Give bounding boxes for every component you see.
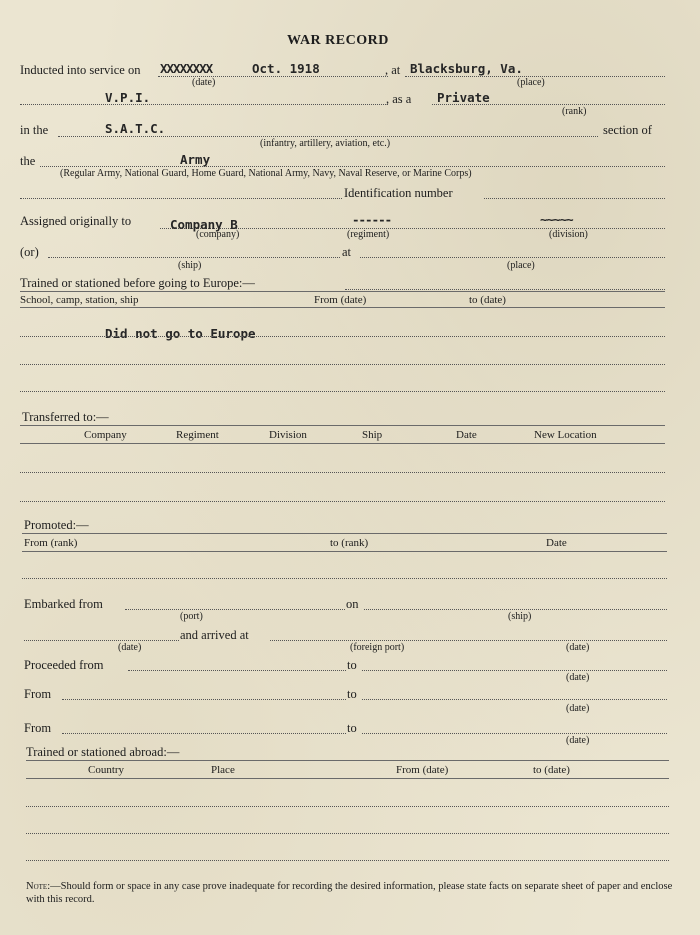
promoted-col-from: From (rank) <box>24 537 78 549</box>
ship-line <box>48 257 340 258</box>
branch-line <box>40 166 665 167</box>
proceeded-from-line <box>128 670 346 671</box>
from-label-2: From <box>24 721 52 735</box>
from-line-1 <box>62 699 346 700</box>
embarked-date-line <box>24 640 179 641</box>
proceeded-to-label: to <box>347 658 357 672</box>
form-title: WAR RECORD <box>287 33 389 48</box>
embarked-ship-caption: (ship) <box>508 611 532 622</box>
proceeded-label: Proceeded from <box>24 658 104 672</box>
footnote-text: —Should form or space in any case prove inadequate for recording the desired information, please state facts on separate sheet of paper and enclose with this record. <box>26 881 673 905</box>
embarked-on-label: on <box>346 597 359 611</box>
trained-before-label: Trained or stationed before going to Europe:— <box>20 276 255 290</box>
from-label-1: From <box>24 687 52 701</box>
id-left-line <box>20 198 342 199</box>
transferred-col-new-location: New Location <box>534 429 597 441</box>
rank-value: Private <box>437 90 490 105</box>
inducted-date-value: Oct. 1918 <box>252 61 320 76</box>
footnote-prefix: Note: <box>26 881 51 892</box>
section-value: S.A.T.C. <box>105 121 166 136</box>
from-date-caption-2: (date) <box>566 735 590 746</box>
inducted-label: Inducted into service on <box>20 63 141 77</box>
from-line-2 <box>62 733 346 734</box>
id-line <box>484 198 665 199</box>
abroad-row-3 <box>26 860 669 861</box>
section-of-label: section of <box>603 123 652 137</box>
embarked-label: Embarked from <box>24 597 103 611</box>
abroad-col-from: From (date) <box>396 764 449 776</box>
division-caption: (division) <box>549 229 588 240</box>
proceeded-to-line <box>362 670 667 671</box>
struck-date-text: XXXXXXXX <box>160 61 213 76</box>
trained-abroad-header-rule <box>26 778 669 779</box>
date-caption: (date) <box>192 77 216 88</box>
transferred-col-ship: Ship <box>362 429 383 441</box>
regiment-struck: ------ <box>352 212 392 227</box>
from-date-caption-1: (date) <box>566 703 590 714</box>
arrived-label: and arrived at <box>180 628 249 642</box>
section-line <box>58 136 598 137</box>
promoted-col-to: to (rank) <box>330 537 369 549</box>
assigned-label: Assigned originally to <box>20 214 132 228</box>
branch-value: Army <box>180 152 211 167</box>
promoted-col-date: Date <box>546 537 567 549</box>
trained-row-1 <box>20 336 665 337</box>
id-label: Identification number <box>344 186 453 200</box>
trained-before-line <box>345 289 665 290</box>
or-label: (or) <box>20 245 39 259</box>
footnote <box>26 880 676 906</box>
trained-before-header-rule <box>20 307 665 308</box>
promoted-row-1 <box>22 578 667 579</box>
promoted-rule <box>22 533 667 534</box>
embarked-ship-line <box>364 609 667 610</box>
embarked-date-caption: (date) <box>118 642 142 653</box>
col-school: School, camp, station, ship <box>20 294 139 306</box>
transferred-label: Transferred to:— <box>22 410 109 424</box>
abroad-col-country: Country <box>88 764 125 776</box>
section-caption: (infantry, artillery, aviation, etc.) <box>260 138 391 149</box>
promoted-label: Promoted:— <box>24 518 89 532</box>
in-the-label: in the <box>20 123 49 137</box>
transferred-col-company: Company <box>84 429 127 441</box>
division-struck: ~~~~~ <box>540 212 573 227</box>
branch-caption: (Regular Army, National Guard, Home Guard, National Army, Navy, Naval Reserve, or Marine Corps) <box>60 168 472 179</box>
company-value: Company B <box>170 217 238 232</box>
as-a-label: , as a <box>386 92 412 106</box>
transferred-row-1 <box>20 472 665 473</box>
col-to-date: to (date) <box>469 294 506 306</box>
to-label-2: to <box>347 721 357 735</box>
embarked-port-line <box>125 609 345 610</box>
assigned-place-caption: (place) <box>507 260 535 271</box>
transferred-col-regiment: Regiment <box>176 429 219 441</box>
transferred-row-2 <box>20 501 665 502</box>
trained-before-entry: Did not go to Europe <box>105 326 256 341</box>
abroad-row-2 <box>26 833 669 834</box>
regiment-caption: (regiment) <box>347 229 390 240</box>
col-from-date: From (date) <box>314 294 367 306</box>
foreign-port-caption: (foreign port) <box>350 642 405 653</box>
transferred-rule <box>20 425 665 426</box>
trained-abroad-label: Trained or stationed abroad:— <box>26 745 180 759</box>
trained-before-rule <box>20 291 665 292</box>
inducted-place-value: Blacksburg, Va. <box>410 61 523 76</box>
transferred-col-date: Date <box>456 429 477 441</box>
abroad-col-place: Place <box>211 764 235 776</box>
to-line-2 <box>362 733 667 734</box>
transferred-header-rule <box>20 443 665 444</box>
the-label: the <box>20 154 36 168</box>
abroad-col-to: to (date) <box>533 764 570 776</box>
transferred-col-division: Division <box>269 429 307 441</box>
inducted-at-label: , at <box>385 63 401 77</box>
arrived-date-caption: (date) <box>566 642 590 653</box>
to-line-1 <box>362 699 667 700</box>
port-caption: (port) <box>180 611 203 622</box>
rank-caption: (rank) <box>562 106 587 117</box>
trained-row-2 <box>20 364 665 365</box>
arrived-line <box>270 640 667 641</box>
ship-caption: (ship) <box>178 260 202 271</box>
school-value: V.P.I. <box>105 90 151 105</box>
trained-abroad-rule <box>26 760 669 761</box>
assigned-at-label: at <box>342 245 352 259</box>
promoted-header-rule <box>22 551 667 552</box>
company-caption: (company) <box>196 229 240 240</box>
place-caption: (place) <box>517 77 545 88</box>
trained-row-3 <box>20 391 665 392</box>
abroad-row-1 <box>26 806 669 807</box>
to-label-1: to <box>347 687 357 701</box>
assigned-place-line <box>360 257 665 258</box>
proceeded-date-caption: (date) <box>566 672 590 683</box>
school-line <box>20 104 388 105</box>
